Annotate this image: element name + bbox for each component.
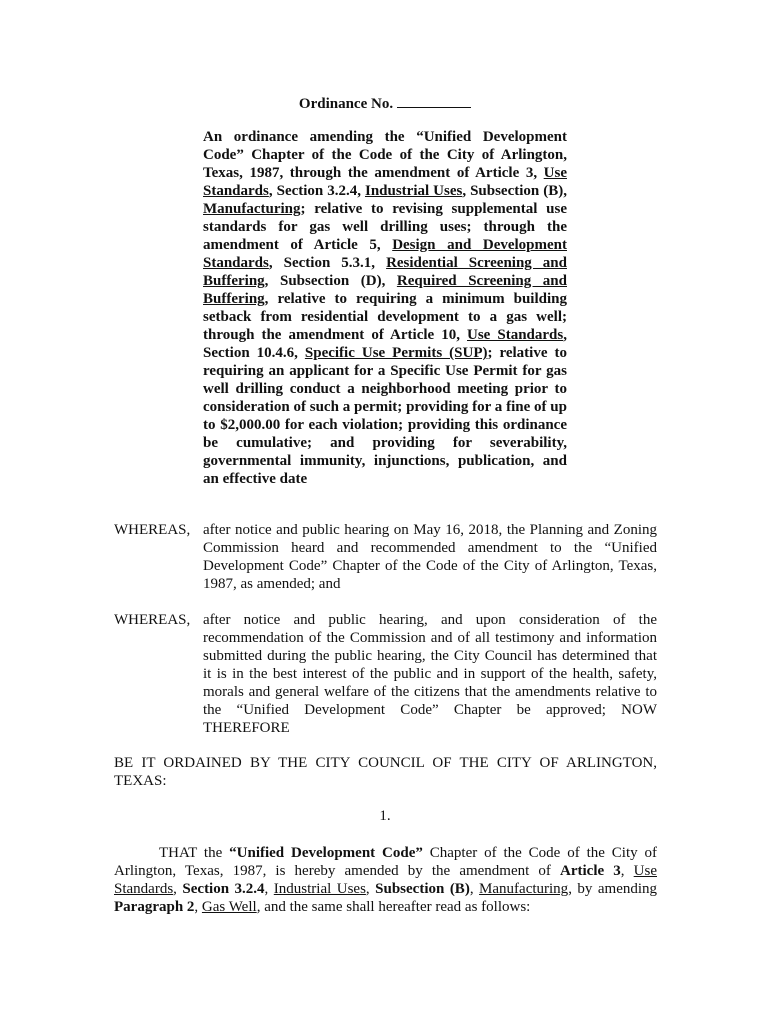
caption-text: , relative to requiring a minimum building setback from residential development to a gas well; through the amendment of Article 10,: [203, 291, 567, 343]
caption-text: An ordinance amending the “Unified Development Code” Chapter of the Code of the City of Arlington, Texas, 1987, through the amendment of Article 3,: [203, 129, 567, 181]
body-bold: “Unified Development Code”: [229, 845, 423, 861]
whereas-clause: [114, 521, 657, 593]
caption-underlined: Industrial Uses: [364, 183, 463, 199]
caption-text: , Subsection (D),: [264, 273, 397, 289]
ordinance-caption: [203, 128, 567, 488]
body-text: ,: [365, 881, 376, 897]
body-text: THAT the: [159, 845, 230, 861]
caption-text: ; relative to requiring an applicant for a Specific Use Permit for gas well drilling conduct a neighborhood meeting prior to consideration of such a permit; providing for a fine of up to $2,000.00 for each violation; providing this ordinance be cumulative; and providing for severability, governmental immunity, injunctions, publication, and an effective date: [203, 345, 567, 487]
body-underlined: Use Standards: [114, 863, 657, 897]
body-underlined: Gas Well: [201, 899, 257, 915]
whereas-text: after notice and public hearing, and upon consideration of the recommendation of the Commission and of all testimony and information submitted during the public hearing, the City Council has determined that it is in the best interest of the public and in support of the health, safety, morals and general welfare of the citizens that the amendments relative to the “Unified Development Code” Chapter be approved; NOW THEREFORE: [203, 612, 657, 736]
caption-text: ; relative to revising supplemental use standards for gas well drilling uses; through the amendment of Article 5,: [203, 201, 567, 253]
caption-underlined: Design and Development Standards: [203, 237, 568, 271]
body-bold: Article 3: [560, 863, 621, 879]
body-underlined: Industrial Uses: [273, 881, 366, 897]
caption-text: , Section 3.2.4,: [268, 183, 365, 199]
body-text: ,: [469, 881, 480, 897]
caption-underlined: Specific Use Permits (SUP): [304, 345, 488, 361]
whereas-label: WHEREAS,: [114, 522, 191, 538]
ordinance-number-blank: [397, 94, 471, 108]
body-text: ,: [264, 881, 274, 897]
section-body: [114, 844, 657, 916]
ordinance-title-text: Ordinance No.: [298, 96, 394, 112]
whereas-text: after notice and public hearing on May 16, 2018, the Planning and Zoning Commission heard and recommended amendment to the “Unified Development Code” Chapter of the Code of the City of Arlington, Texas, 1987, as amended; and: [203, 522, 657, 592]
caption-text: , Subsection (B),: [462, 183, 567, 199]
section-number: 1.: [379, 808, 391, 824]
body-text: , and the same shall hereafter read as follows:: [256, 899, 531, 915]
body-text: ,: [194, 899, 202, 915]
ordinance-title: [0, 94, 770, 113]
body-text: ,: [173, 881, 183, 897]
caption-underlined: Residential Screening and Buffering: [203, 255, 567, 289]
caption-underlined: Required Screening and Buffering: [203, 273, 567, 307]
body-text: , by amending: [568, 881, 658, 897]
whereas-label: WHEREAS,: [114, 612, 191, 628]
body-underlined: Manufacturing: [479, 881, 569, 897]
whereas-clause: [114, 611, 657, 737]
body-bold: Paragraph 2: [114, 899, 195, 915]
body-text: ,: [620, 863, 634, 879]
body-bold: Subsection (B): [375, 881, 470, 897]
caption-underlined: Manufacturing: [203, 201, 301, 217]
body-bold: Section 3.2.4: [182, 881, 265, 897]
caption-text: , Section 5.3.1,: [268, 255, 387, 271]
body-text: Chapter of the Code of the City of Arlington, Texas, 1987, is hereby amended by the amendment of: [114, 845, 657, 879]
caption-text: , Section 10.4.6,: [203, 327, 567, 361]
caption-underlined: Use Standards: [467, 327, 564, 343]
ordained-clause: BE IT ORDAINED BY THE CITY COUNCIL OF THE CITY OF ARLINGTON, TEXAS:: [114, 755, 657, 789]
caption-underlined: Use Standards: [203, 165, 567, 199]
